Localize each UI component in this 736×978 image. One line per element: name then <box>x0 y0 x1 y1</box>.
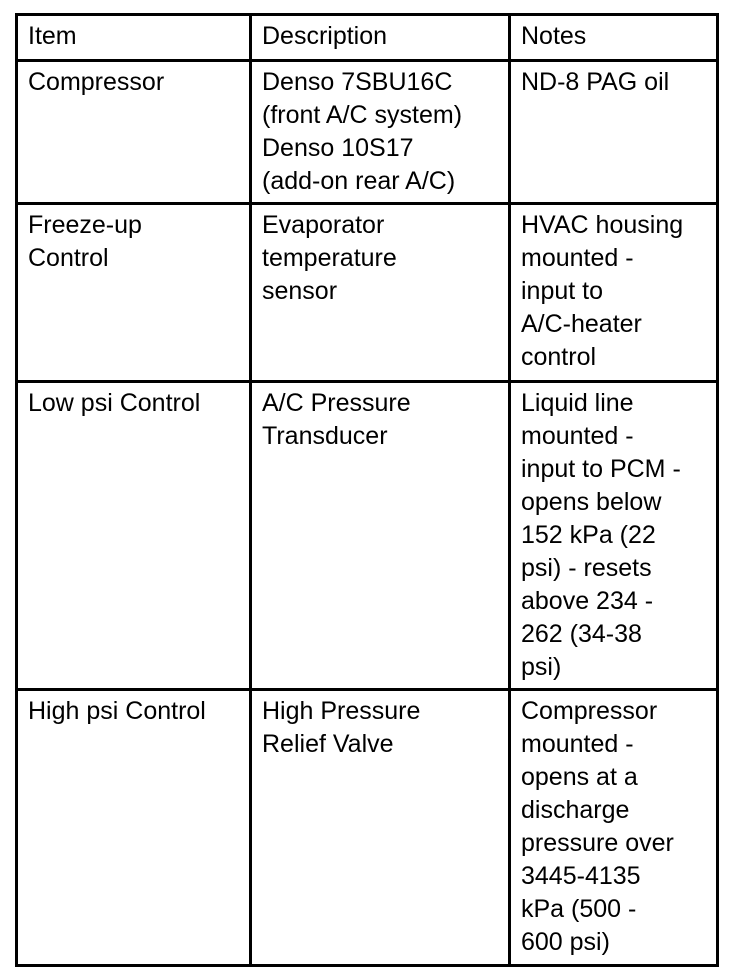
cell-line: kPa (500 - <box>521 895 637 923</box>
cell-notes <box>510 61 718 204</box>
cell-line: Compressor <box>521 697 658 725</box>
header-notes: Notes <box>510 15 718 61</box>
cell-line: Evaporator <box>262 211 385 239</box>
cell-line: Freeze-up <box>28 211 142 239</box>
cell-line: 152 kPa (22 <box>521 521 656 549</box>
cell-line: (add-on rear A/C) <box>262 167 456 195</box>
cell-line: Denso 7SBU16C <box>262 68 453 96</box>
cell-item <box>17 690 251 966</box>
cell-line: ND-8 PAG oil <box>521 68 670 96</box>
table-row <box>17 382 718 690</box>
cell-description <box>251 690 510 966</box>
cell-line: psi) <box>521 653 562 681</box>
cell-line: High Pressure <box>262 697 421 725</box>
cell-line: mounted - <box>521 422 634 450</box>
cell-line: mounted - <box>521 244 634 272</box>
cell-line: control <box>521 343 597 371</box>
cell-line: opens below <box>521 488 662 516</box>
table-row <box>17 204 718 382</box>
cell-line: pressure over <box>521 829 674 857</box>
cell-line: Denso 10S17 <box>262 134 414 162</box>
cell-description <box>251 204 510 382</box>
cell-line: Transducer <box>262 422 388 450</box>
cell-line: (front A/C system) <box>262 101 463 129</box>
cell-line: Liquid line <box>521 389 634 417</box>
cell-line: input to PCM - <box>521 455 681 483</box>
cell-line: Relief Valve <box>262 730 394 758</box>
cell-line: 600 psi) <box>521 928 610 956</box>
cell-line: opens at a <box>521 763 638 791</box>
table-row <box>17 61 718 204</box>
cell-line: Control <box>28 244 109 272</box>
header-item: Item <box>17 15 251 61</box>
cell-description <box>251 382 510 690</box>
cell-line: discharge <box>521 796 630 824</box>
cell-item <box>17 61 251 204</box>
cell-line: HVAC housing <box>521 211 684 239</box>
cell-notes <box>510 204 718 382</box>
cell-line: 262 (34-38 <box>521 620 642 648</box>
cell-line: mounted - <box>521 730 634 758</box>
cell-item <box>17 382 251 690</box>
cell-line: Compressor <box>28 68 165 96</box>
cell-line: above 234 - <box>521 587 654 615</box>
cell-item <box>17 204 251 382</box>
cell-line: Low psi Control <box>28 389 201 417</box>
cell-line: input to <box>521 277 604 305</box>
table-row <box>17 690 718 966</box>
cell-line: temperature <box>262 244 397 272</box>
table-header-row <box>17 15 718 61</box>
cell-line: psi) - resets <box>521 554 652 582</box>
cell-line: sensor <box>262 277 338 305</box>
cell-line: 3445-4135 <box>521 862 641 890</box>
cell-description <box>251 61 510 204</box>
specification-table <box>15 13 719 967</box>
cell-line: High psi Control <box>28 697 206 725</box>
header-description: Description <box>251 15 510 61</box>
cell-line: A/C-heater <box>521 310 642 338</box>
cell-notes <box>510 382 718 690</box>
cell-notes <box>510 690 718 966</box>
cell-line: A/C Pressure <box>262 389 411 417</box>
